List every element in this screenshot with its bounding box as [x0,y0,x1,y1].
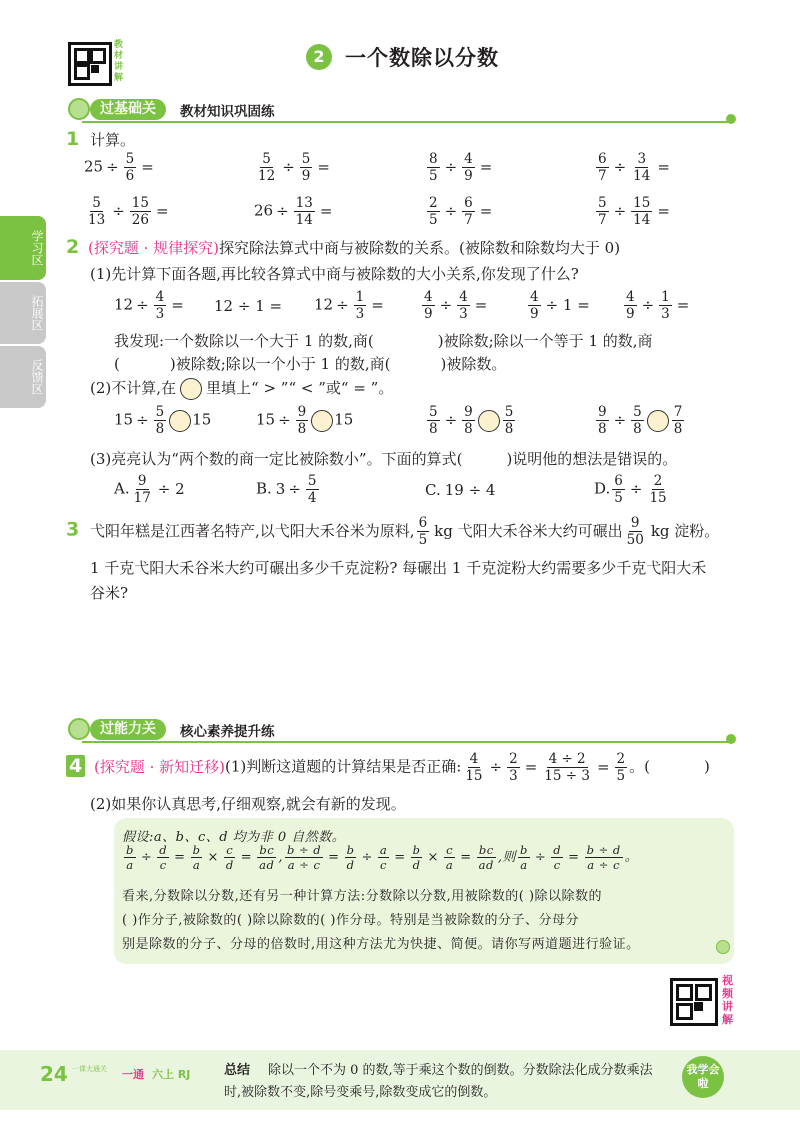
q2-part1-text: (1)先计算下面各题,再比较各算式中商与被除数的大小关系,你发现了什么? [90,265,579,283]
question-tag: (探究题 · 规律探究) [88,239,220,257]
question-stem: 探究除法算式中商与被除数的关系。(被除数和除数均大于 0) [219,239,621,257]
calc-item: $\frac{5}{13}$ ÷ $\frac{15}{26}$ = [88,195,169,229]
divider-line [82,121,730,123]
question-tag: (探究题 · 新知迁移) [94,757,226,776]
box-line-4: ( )作分子,被除数的( )除以除数的( )作分母。特别是当被除数的分子、分母分 [122,913,579,928]
calc-item: $\frac{6}{7}$ ÷ $\frac{3}{14}$ = [598,151,670,185]
side-tab-feedback[interactable]: 反馈区 [0,346,46,408]
question-3-line-3: 谷米? [90,584,129,602]
video-label: 视 频 讲 解 [722,974,733,1026]
compare-expr: 15 ÷ $\frac{5}{8}$ 15 [114,404,212,438]
side-tab-extend[interactable]: 拓展区 [0,282,46,344]
section-subtitle: 教材知识巩固练 [180,104,275,120]
circle-blank-icon [180,378,202,400]
q2-part2-text: (2)不计算,在 里填上“ > ”“ < ”或“ = ”。 [90,377,393,400]
section-pill: 过能力关 [90,719,166,740]
question-number: 2 [66,236,80,258]
option-b[interactable]: B. 3 ÷ $\frac{5}{4}$ [256,473,317,507]
page-number: 24 [40,1062,68,1086]
flower-end-icon [726,734,736,744]
calc-item: 25 ÷ $\frac{5}{6}$ = [84,151,154,185]
lesson-number-badge: 2 [306,44,332,70]
box-line-5: 别是除数的分子、分母的倍数时,用这种方法尤为快捷、简便。请你写两道题进行验证。 [122,937,640,952]
section-ability-banner [68,718,736,742]
flower-decoration-icon [716,940,730,954]
question-1-header [66,128,135,150]
q2-part3-text: (3)亮亮认为“两个数的商一定比被除数小”。下面的算式( )说明他的想法是错误的。 [90,450,678,468]
question-number: 4 [66,755,85,777]
question-prompt: 计算。 [90,131,136,149]
side-tab-study[interactable]: 学习区 [0,216,46,280]
flower-end-icon [726,114,736,124]
calc-item: $\frac{8}{5}$ ÷ $\frac{4}{9}$ = [429,151,493,185]
option-d[interactable]: D. $\frac{6}{5}$ ÷ $\frac{2}{15}$ [594,473,667,507]
brand: 一通 [122,1068,144,1081]
expr: $\frac{4}{9}$ ÷ 1 = [530,289,590,323]
compare-expr: 15 ÷ $\frac{9}{8}$ 15 [256,404,354,438]
discovery-line-1: 我发现:一个数除以一个大于 1 的数,商( )被除数;除以一个等于 1 的数,商 [114,332,653,350]
qr-label: 教 材 讲 解 [114,40,124,83]
question-3-line-1: 3 弋阳年糕是江西著名特产,以弋阳大禾谷米为原料, $\frac{6}{5}$ kg 弋阳大禾谷米大约可碾出 $\frac{9}{50}$ kg 淀粉。 [66,515,720,549]
expr: 12 ÷ $\frac{1}{3}$ = [314,289,384,323]
box-line-3: 看来,分数除以分数,还有另一种计算方法:分数除以分数,用被除数的( )除以除数的 [122,889,603,904]
compare-circle[interactable] [478,410,500,432]
question-number: 3 [66,518,80,541]
question-4-part2: (2)如果你认真思考,仔细观察,就会有新的发现。 [90,795,406,813]
box-line-2: $\frac{b}{a}$ ÷ $\frac{d}{c}$ = $\frac{b}{a}$ × $\frac{c}{d}$ = $\frac{bc}{ad}$ , $\frac{b \div d}{a \div c}$ = $\frac{b}{d}$ ÷ $\frac{a}{c}$ = $\frac{b}{d}$ × $\frac{c}{a}$ = $\frac{bc}{ad}$ ,则 $\frac{b}{a}$ ÷ $\frac{d}{c}$ = $\frac{b \div d}{a \div c}$ 。 [126,843,639,873]
question-4-part1: 4 (探究题 · 新知迁移)(1)判断这道题的计算结果是否正确: $\frac{4}{15}$ ÷ $\frac{2}{3}$ = $\frac{4 \div 2}{15 \div 3}$ = $\frac{2}{5}$ 。( ) [66,752,710,783]
section-basic-banner [68,98,736,122]
summary-label: 总结 [224,1063,251,1078]
discovery-line-2: ( )被除数;除以一个小于 1 的数,商( )被除数。 [114,355,507,373]
expr: $\frac{4}{9}$ ÷ $\frac{4}{3}$ = [424,289,488,323]
section-pill: 过基础关 [90,99,166,120]
qr-code-top[interactable] [68,42,112,86]
expr: 12 ÷ $\frac{4}{3}$ = [114,289,184,323]
section-subtitle: 核心素养提升练 [180,724,275,740]
brand-small: 一课大通关 [72,1065,107,1073]
summary-line-1: 除以一个不为 0 的数,等于乘这个数的倒数。分数除法化成分数乘法 [268,1063,653,1078]
divider-line [82,741,730,743]
compare-circle[interactable] [169,410,191,432]
calc-item: $\frac{5}{7}$ ÷ $\frac{15}{14}$ = [598,195,670,229]
flower-icon [68,718,90,740]
calc-item: 26 ÷ $\frac{13}{14}$ = [254,195,333,229]
summary-line-2: 时,被除数不变,除号变乘号,除数变成它的倒数。 [224,1085,497,1100]
qr-code-video[interactable] [670,978,718,1026]
page-title: 一个数除以分数 [345,46,499,70]
grade-label: 六上 RJ [152,1068,191,1081]
expr: 12 ÷ 1 = [214,297,283,315]
flower-icon [68,98,90,120]
question-number: 1 [66,128,80,150]
option-c[interactable]: C. 19 ÷ 4 [425,481,496,499]
compare-expr: $\frac{9}{8}$ ÷ $\frac{5}{8}$ $\frac{7}{8}$ [598,404,683,438]
option-a[interactable]: A. $\frac{9}{17}$ ÷ 2 [114,473,185,507]
compare-circle[interactable] [311,410,333,432]
learned-badge: 我学会啦 [682,1056,724,1098]
compare-circle[interactable] [647,410,669,432]
box-line-1: 假设:a、b、c、d 均为非 0 自然数。 [122,830,346,845]
compare-expr: $\frac{5}{8}$ ÷ $\frac{9}{8}$ $\frac{5}{8}$ [429,404,514,438]
calc-item: $\frac{2}{5}$ ÷ $\frac{6}{7}$ = [429,195,493,229]
question-2-header [66,236,620,258]
calc-item: $\frac{5}{12}$ ÷ $\frac{5}{9}$ = [258,151,330,185]
question-3-line-2: 1 千克弋阳大禾谷米大约可碾出多少千克淀粉? 每碾出 1 千克淀粉大约需要多少千克弋阳大禾 [90,559,707,577]
expr: $\frac{4}{9}$ ÷ $\frac{1}{3}$ = [626,289,690,323]
